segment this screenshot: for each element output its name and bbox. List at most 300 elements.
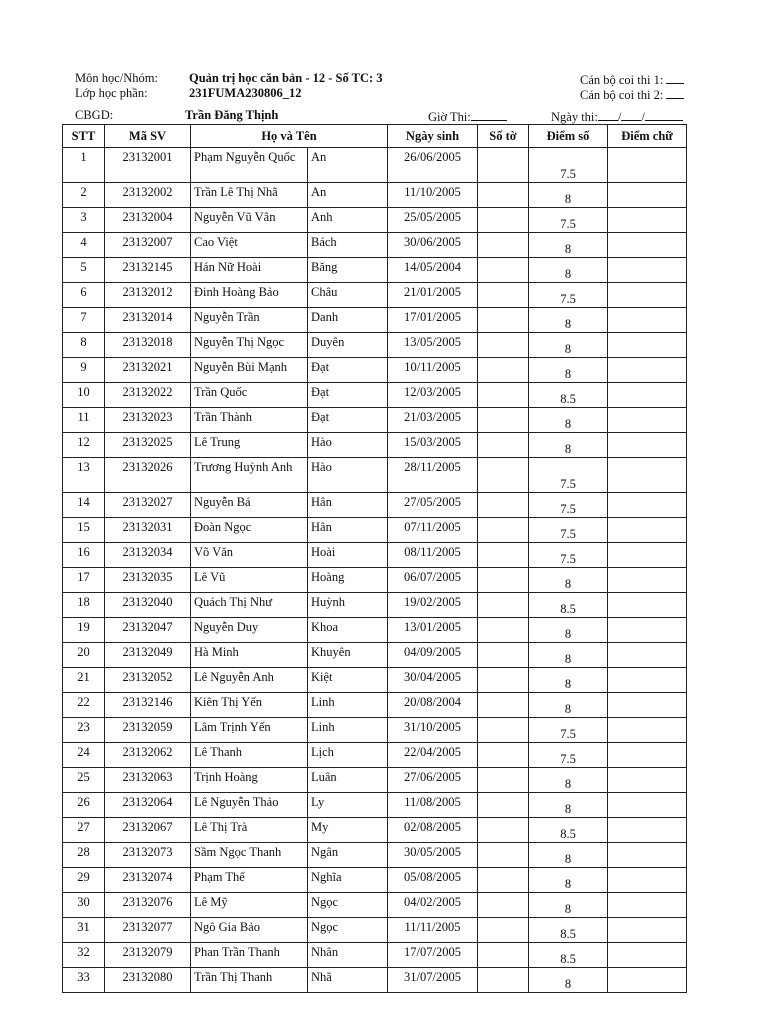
- row-score-words: [608, 383, 687, 408]
- row-surname: Ngô Gia Bảo: [191, 918, 308, 943]
- row-score: 8.5: [529, 918, 608, 943]
- row-given-name: Hoàng: [308, 568, 388, 593]
- row-score: 8.5: [529, 383, 608, 408]
- row-given-name: Linh: [308, 718, 388, 743]
- row-score-words: [608, 868, 687, 893]
- row-stt: 32: [63, 943, 105, 968]
- row-birth-date: 07/11/2005: [388, 518, 478, 543]
- row-score: 8: [529, 408, 608, 433]
- row-student-id: 23132007: [105, 233, 191, 258]
- row-score-words: [608, 918, 687, 943]
- row-given-name: Ly: [308, 793, 388, 818]
- row-birth-date: 05/08/2005: [388, 868, 478, 893]
- row-score: 7.5: [529, 208, 608, 233]
- row-stt: 33: [63, 968, 105, 993]
- row-stt: 27: [63, 818, 105, 843]
- row-stt: 25: [63, 768, 105, 793]
- exam-date-label: Ngày thi:: [551, 110, 598, 124]
- row-student-id: 23132077: [105, 918, 191, 943]
- table-row: [63, 818, 687, 843]
- row-sheet-count: [478, 868, 529, 893]
- row-birth-date: 25/05/2005: [388, 208, 478, 233]
- row-birth-date: 04/09/2005: [388, 643, 478, 668]
- row-surname: Nguyễn Vũ Vân: [191, 208, 308, 233]
- row-birth-date: 30/05/2005: [388, 843, 478, 868]
- row-surname: Nguyễn Bá: [191, 493, 308, 518]
- row-score-words: [608, 593, 687, 618]
- row-given-name: Nhã: [308, 968, 388, 993]
- table-row: [63, 358, 687, 383]
- row-birth-date: 26/06/2005: [388, 148, 478, 183]
- row-student-id: 23132025: [105, 433, 191, 458]
- row-stt: 13: [63, 458, 105, 493]
- invigilator-2-blank: [666, 86, 684, 99]
- row-student-id: 23132047: [105, 618, 191, 643]
- table-row: [63, 968, 687, 993]
- row-sheet-count: [478, 358, 529, 383]
- row-birth-date: 11/08/2005: [388, 793, 478, 818]
- row-score-words: [608, 768, 687, 793]
- row-surname: Trần Quốc: [191, 383, 308, 408]
- table-row: [63, 208, 687, 233]
- row-surname: Lê Vũ: [191, 568, 308, 593]
- row-given-name: Ngân: [308, 843, 388, 868]
- row-surname: Sầm Ngọc Thanh: [191, 843, 308, 868]
- row-score: 7.5: [529, 743, 608, 768]
- row-student-id: 23132026: [105, 458, 191, 493]
- row-score-words: [608, 743, 687, 768]
- row-stt: 30: [63, 893, 105, 918]
- row-surname: Trương Huỳnh Anh: [191, 458, 308, 493]
- row-birth-date: 15/03/2005: [388, 433, 478, 458]
- row-stt: 22: [63, 693, 105, 718]
- row-score: 8.5: [529, 943, 608, 968]
- row-score: 7.5: [529, 458, 608, 493]
- row-score-words: [608, 358, 687, 383]
- lecturer-name: Trần Đăng Thịnh: [185, 108, 279, 122]
- row-score-words: [608, 618, 687, 643]
- row-given-name: Lịch: [308, 743, 388, 768]
- row-birth-date: 30/04/2005: [388, 668, 478, 693]
- row-score: 7.5: [529, 493, 608, 518]
- row-stt: 28: [63, 843, 105, 868]
- row-surname: Lê Mỹ: [191, 893, 308, 918]
- row-sheet-count: [478, 718, 529, 743]
- row-surname: Nguyễn Trần: [191, 308, 308, 333]
- row-score: 8: [529, 358, 608, 383]
- row-birth-date: 14/05/2004: [388, 258, 478, 283]
- row-score: 8: [529, 618, 608, 643]
- row-student-id: 23132074: [105, 868, 191, 893]
- row-given-name: Hân: [308, 518, 388, 543]
- row-surname: Nguyễn Bùi Mạnh: [191, 358, 308, 383]
- row-given-name: Danh: [308, 308, 388, 333]
- row-sheet-count: [478, 333, 529, 358]
- row-score: 8: [529, 968, 608, 993]
- row-score: 8: [529, 333, 608, 358]
- row-stt: 12: [63, 433, 105, 458]
- row-sheet-count: [478, 258, 529, 283]
- row-score: 7.5: [529, 543, 608, 568]
- row-student-id: 23132064: [105, 793, 191, 818]
- row-student-id: 23132035: [105, 568, 191, 593]
- row-given-name: Hoài: [308, 543, 388, 568]
- row-score: 8: [529, 843, 608, 868]
- row-given-name: Linh: [308, 693, 388, 718]
- invigilator-2: [580, 86, 684, 103]
- row-surname: Hán Nữ Hoài: [191, 258, 308, 283]
- row-given-name: Đạt: [308, 408, 388, 433]
- row-surname: Võ Văn: [191, 543, 308, 568]
- row-given-name: Ngọc: [308, 918, 388, 943]
- table-row: [63, 568, 687, 593]
- exam-time-blank: [471, 108, 507, 121]
- row-score: 8: [529, 183, 608, 208]
- row-score-words: [608, 308, 687, 333]
- row-sheet-count: [478, 793, 529, 818]
- row-given-name: Bách: [308, 233, 388, 258]
- row-surname: Hà Minh: [191, 643, 308, 668]
- row-score-words: [608, 208, 687, 233]
- row-given-name: An: [308, 183, 388, 208]
- row-student-id: 23132079: [105, 943, 191, 968]
- row-stt: 23: [63, 718, 105, 743]
- row-birth-date: 27/05/2005: [388, 493, 478, 518]
- row-student-id: 23132052: [105, 668, 191, 693]
- row-stt: 20: [63, 643, 105, 668]
- row-sheet-count: [478, 943, 529, 968]
- row-score: 8: [529, 793, 608, 818]
- row-given-name: Duyên: [308, 333, 388, 358]
- row-score: 8.5: [529, 818, 608, 843]
- row-given-name: Huỳnh: [308, 593, 388, 618]
- row-given-name: Kiệt: [308, 668, 388, 693]
- row-score-words: [608, 408, 687, 433]
- table-row: [63, 518, 687, 543]
- row-given-name: An: [308, 148, 388, 183]
- row-surname: Cao Việt: [191, 233, 308, 258]
- row-given-name: Luân: [308, 768, 388, 793]
- row-stt: 21: [63, 668, 105, 693]
- row-stt: 18: [63, 593, 105, 618]
- row-sheet-count: [478, 918, 529, 943]
- row-score-words: [608, 233, 687, 258]
- table-row: [63, 493, 687, 518]
- row-score-words: [608, 668, 687, 693]
- table-row: [63, 918, 687, 943]
- row-stt: 2: [63, 183, 105, 208]
- row-score: 8.5: [529, 593, 608, 618]
- row-student-id: 23132067: [105, 818, 191, 843]
- class-section-value: 231FUMA230806_12: [189, 86, 302, 100]
- row-surname: Lâm Trịnh Yến: [191, 718, 308, 743]
- row-given-name: Nghĩa: [308, 868, 388, 893]
- row-score: 8: [529, 768, 608, 793]
- col-header-student-id: Mã SV: [105, 125, 191, 148]
- row-sheet-count: [478, 743, 529, 768]
- exam-time-label: Giờ Thi:: [428, 110, 471, 124]
- exam-time: [428, 108, 507, 125]
- row-student-id: 23132014: [105, 308, 191, 333]
- row-stt: 19: [63, 618, 105, 643]
- row-surname: Trần Thành: [191, 408, 308, 433]
- row-sheet-count: [478, 433, 529, 458]
- table-row: [63, 718, 687, 743]
- row-sheet-count: [478, 208, 529, 233]
- exam-date-month-blank: [621, 108, 641, 121]
- row-surname: Kiên Thị Yến: [191, 693, 308, 718]
- row-student-id: 23132018: [105, 333, 191, 358]
- table-row: [63, 943, 687, 968]
- row-given-name: Băng: [308, 258, 388, 283]
- col-header-full-name: Họ và Tên: [191, 125, 388, 148]
- row-student-id: 23132076: [105, 893, 191, 918]
- row-sheet-count: [478, 458, 529, 493]
- row-student-id: 23132002: [105, 183, 191, 208]
- row-score: 8: [529, 308, 608, 333]
- exam-date-day-blank: [598, 108, 618, 121]
- row-student-id: 23132001: [105, 148, 191, 183]
- row-student-id: 23132004: [105, 208, 191, 233]
- row-given-name: Anh: [308, 208, 388, 233]
- row-score-words: [608, 643, 687, 668]
- row-student-id: 23132062: [105, 743, 191, 768]
- row-surname: Phạm Nguyễn Quốc: [191, 148, 308, 183]
- row-surname: Lê Trung: [191, 433, 308, 458]
- col-header-score: Điểm số: [529, 125, 608, 148]
- row-birth-date: 13/05/2005: [388, 333, 478, 358]
- row-score-words: [608, 148, 687, 183]
- row-sheet-count: [478, 618, 529, 643]
- row-score: 8: [529, 668, 608, 693]
- exam-date: [551, 108, 683, 125]
- table-row: [63, 643, 687, 668]
- row-birth-date: 30/06/2005: [388, 233, 478, 258]
- course-group-value: Quản trị học căn bản - 12 - Số TC: 3: [189, 71, 383, 85]
- row-surname: Lê Nguyễn Anh: [191, 668, 308, 693]
- row-birth-date: 06/07/2005: [388, 568, 478, 593]
- row-given-name: Nhân: [308, 943, 388, 968]
- row-sheet-count: [478, 643, 529, 668]
- row-score: 8: [529, 258, 608, 283]
- row-student-id: 23132027: [105, 493, 191, 518]
- table-row: [63, 743, 687, 768]
- table-row: [63, 433, 687, 458]
- row-stt: 6: [63, 283, 105, 308]
- student-score-table: [62, 124, 687, 993]
- row-score-words: [608, 893, 687, 918]
- row-score-words: [608, 843, 687, 868]
- row-birth-date: 17/07/2005: [388, 943, 478, 968]
- row-student-id: 23132080: [105, 968, 191, 993]
- row-given-name: Châu: [308, 283, 388, 308]
- row-given-name: Khoa: [308, 618, 388, 643]
- lecturer-label: CBGD:: [75, 108, 114, 122]
- row-stt: 1: [63, 148, 105, 183]
- table-row: [63, 618, 687, 643]
- row-score: 8: [529, 568, 608, 593]
- row-score-words: [608, 543, 687, 568]
- row-given-name: Khuyên: [308, 643, 388, 668]
- row-birth-date: 21/01/2005: [388, 283, 478, 308]
- col-header-birth-date: Ngày sinh: [388, 125, 478, 148]
- row-sheet-count: [478, 383, 529, 408]
- row-surname: Quách Thị Như: [191, 593, 308, 618]
- row-score-words: [608, 718, 687, 743]
- row-birth-date: 11/10/2005: [388, 183, 478, 208]
- row-score: 8: [529, 433, 608, 458]
- row-stt: 8: [63, 333, 105, 358]
- row-stt: 29: [63, 868, 105, 893]
- row-given-name: Hân: [308, 493, 388, 518]
- row-score-words: [608, 493, 687, 518]
- row-stt: 7: [63, 308, 105, 333]
- row-surname: Trịnh Hoàng: [191, 768, 308, 793]
- row-surname: Nguyễn Thị Ngọc: [191, 333, 308, 358]
- row-student-id: 23132146: [105, 693, 191, 718]
- table-row: [63, 893, 687, 918]
- table-row: [63, 183, 687, 208]
- row-birth-date: 20/08/2004: [388, 693, 478, 718]
- row-score-words: [608, 568, 687, 593]
- exam-date-year-blank: [645, 108, 683, 121]
- row-stt: 10: [63, 383, 105, 408]
- row-sheet-count: [478, 968, 529, 993]
- row-birth-date: 21/03/2005: [388, 408, 478, 433]
- row-sheet-count: [478, 568, 529, 593]
- row-score-words: [608, 518, 687, 543]
- table-row: [63, 768, 687, 793]
- row-student-id: 23132059: [105, 718, 191, 743]
- row-birth-date: 19/02/2005: [388, 593, 478, 618]
- row-student-id: 23132021: [105, 358, 191, 383]
- row-stt: 11: [63, 408, 105, 433]
- class-section-label: Lớp học phần:: [75, 86, 148, 100]
- row-given-name: Đạt: [308, 358, 388, 383]
- col-header-score-words: Điểm chữ: [608, 125, 687, 148]
- row-birth-date: 04/02/2005: [388, 893, 478, 918]
- row-sheet-count: [478, 543, 529, 568]
- row-surname: Đinh Hoàng Bảo: [191, 283, 308, 308]
- invigilator-2-label: Cán bộ coi thi 2:: [580, 88, 664, 102]
- row-score: 8: [529, 693, 608, 718]
- row-birth-date: 11/11/2005: [388, 918, 478, 943]
- row-student-id: 23132049: [105, 643, 191, 668]
- row-stt: 14: [63, 493, 105, 518]
- row-sheet-count: [478, 668, 529, 693]
- exam-date-sep-1: /: [617, 110, 622, 124]
- row-surname: Trần Thị Thanh: [191, 968, 308, 993]
- row-score: 8: [529, 233, 608, 258]
- table-row: [63, 148, 687, 183]
- row-sheet-count: [478, 283, 529, 308]
- row-birth-date: 28/11/2005: [388, 458, 478, 493]
- row-sheet-count: [478, 183, 529, 208]
- row-surname: Lê Nguyễn Thảo: [191, 793, 308, 818]
- row-birth-date: 13/01/2005: [388, 618, 478, 643]
- row-given-name: Hào: [308, 433, 388, 458]
- table-body: [63, 148, 687, 993]
- row-birth-date: 08/11/2005: [388, 543, 478, 568]
- row-stt: 5: [63, 258, 105, 283]
- row-birth-date: 12/03/2005: [388, 383, 478, 408]
- row-surname: Trần Lê Thị Nhã: [191, 183, 308, 208]
- row-student-id: 23132040: [105, 593, 191, 618]
- row-score-words: [608, 818, 687, 843]
- table-row: [63, 308, 687, 333]
- row-student-id: 23132012: [105, 283, 191, 308]
- invigilator-1-label: Cán bộ coi thi 1:: [580, 73, 664, 87]
- row-score-words: [608, 693, 687, 718]
- row-surname: Lê Thị Trà: [191, 818, 308, 843]
- col-header-sheet-count: Số tờ: [478, 125, 529, 148]
- table-row: [63, 793, 687, 818]
- row-score: 8: [529, 868, 608, 893]
- row-stt: 24: [63, 743, 105, 768]
- row-sheet-count: [478, 408, 529, 433]
- table-row: [63, 543, 687, 568]
- row-surname: Nguyễn Duy: [191, 618, 308, 643]
- row-student-id: 23132023: [105, 408, 191, 433]
- row-surname: Lê Thanh: [191, 743, 308, 768]
- col-header-stt: STT: [63, 125, 105, 148]
- row-stt: 16: [63, 543, 105, 568]
- row-student-id: 23132073: [105, 843, 191, 868]
- row-stt: 26: [63, 793, 105, 818]
- table-row: [63, 593, 687, 618]
- row-score-words: [608, 943, 687, 968]
- table-row: [63, 668, 687, 693]
- row-score-words: [608, 283, 687, 308]
- row-birth-date: 27/06/2005: [388, 768, 478, 793]
- row-score-words: [608, 458, 687, 493]
- table-row: [63, 258, 687, 283]
- table-row: [63, 233, 687, 258]
- row-surname: Phạm Thế: [191, 868, 308, 893]
- row-score-words: [608, 968, 687, 993]
- table-row: [63, 333, 687, 358]
- row-sheet-count: [478, 893, 529, 918]
- row-sheet-count: [478, 768, 529, 793]
- row-score: 7.5: [529, 718, 608, 743]
- row-surname: Phan Trần Thanh: [191, 943, 308, 968]
- invigilator-1-blank: [666, 71, 684, 84]
- row-sheet-count: [478, 493, 529, 518]
- row-score-words: [608, 183, 687, 208]
- row-birth-date: 31/07/2005: [388, 968, 478, 993]
- row-birth-date: 10/11/2005: [388, 358, 478, 383]
- row-student-id: 23132022: [105, 383, 191, 408]
- row-birth-date: 02/08/2005: [388, 818, 478, 843]
- row-stt: 15: [63, 518, 105, 543]
- row-given-name: Hào: [308, 458, 388, 493]
- row-sheet-count: [478, 148, 529, 183]
- row-sheet-count: [478, 233, 529, 258]
- row-stt: 3: [63, 208, 105, 233]
- row-sheet-count: [478, 308, 529, 333]
- table-row: [63, 868, 687, 893]
- table-row: [63, 843, 687, 868]
- exam-date-sep-2: /: [641, 110, 645, 124]
- row-surname: Đoàn Ngọc: [191, 518, 308, 543]
- row-sheet-count: [478, 693, 529, 718]
- row-birth-date: 17/01/2005: [388, 308, 478, 333]
- row-student-id: 23132034: [105, 543, 191, 568]
- row-sheet-count: [478, 843, 529, 868]
- row-score: 8: [529, 893, 608, 918]
- row-sheet-count: [478, 518, 529, 543]
- row-student-id: 23132063: [105, 768, 191, 793]
